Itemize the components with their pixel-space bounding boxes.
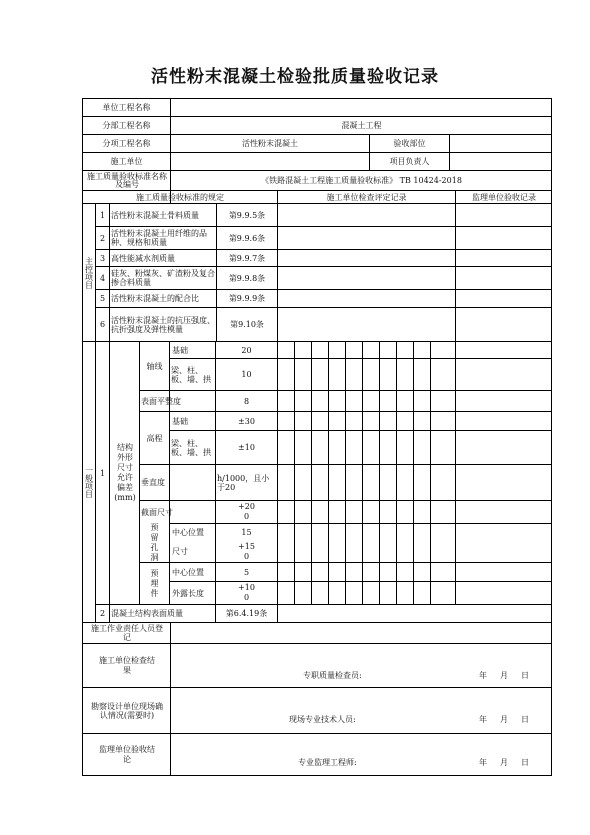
mc-item-clause: 第9.9.7条	[228, 253, 266, 263]
date-day: 日	[521, 714, 529, 724]
unit-project-label: 单位工程名称	[102, 103, 151, 112]
col-line	[362, 341, 363, 604]
worker-registration-label: 施工作业责任人员登记	[91, 624, 163, 642]
surface-quality-clause: 第6.4.19条	[225, 609, 268, 618]
mc-item-clause: 第9.9.9条	[228, 294, 266, 303]
col-line	[396, 341, 397, 604]
axis-label: 轴线	[146, 361, 163, 371]
construction-unit-label: 施工单位	[110, 157, 143, 166]
hole-size-value-upper: +15	[238, 542, 255, 551]
worker-registration-value[interactable]	[171, 623, 552, 643]
col-line	[294, 341, 295, 604]
design-signer-label: 现场专业技术人员:	[289, 714, 356, 724]
col-line	[328, 341, 329, 604]
embed-exposed-value-lower: 0	[243, 593, 250, 602]
design-confirmation-label: 勘察设计单位现场确认情况(需要时)	[91, 701, 163, 720]
standard-label: 施工质量验收标准名称及编号	[87, 171, 167, 189]
elevation-foundation-value: ±30	[238, 416, 255, 426]
elevation-beam-value: ±10	[238, 443, 255, 452]
col-line	[379, 341, 380, 604]
date-month: 月	[500, 757, 508, 767]
col-line	[413, 341, 414, 604]
hole-size-label: 尺寸	[172, 547, 188, 556]
sub-project-value[interactable]: 混凝土工程	[341, 121, 382, 130]
elevation-label: 高程	[146, 433, 163, 443]
mc-item-clause: 第9.9.5条	[228, 210, 266, 220]
general-item-no: 2	[99, 609, 106, 618]
section-size-value-upper: +20	[238, 502, 255, 511]
section-size-label: 截面尺寸	[141, 507, 173, 517]
mc-item-no: 5	[99, 294, 106, 303]
date-month: 月	[500, 670, 508, 680]
mc-item-no: 2	[99, 233, 106, 243]
embed-center-value: 5	[243, 567, 250, 577]
acceptance-part-value[interactable]	[450, 135, 552, 152]
col-line	[311, 341, 312, 604]
item-project-value[interactable]: 活性粉末混凝土	[242, 139, 298, 148]
dimension-tolerance-label: 结构外形尺寸允许偏差(mm)	[114, 443, 136, 502]
hole-center-value: 15	[241, 527, 252, 537]
mc-item-name: 高性能减水剂质量	[111, 253, 175, 263]
project-manager-value[interactable]	[450, 153, 552, 170]
construction-result-label: 施工单位检查结果	[99, 655, 155, 675]
mc-item-name: 活性粉末混凝土的配合比	[111, 294, 199, 303]
supervision-conclusion-label: 监理单位验收结论	[99, 745, 155, 764]
spec-column-header: 施工质量验收标准的规定	[136, 192, 224, 202]
mc-item-clause: 第9.10条	[230, 320, 264, 329]
mc-item-name: 硅灰、粉煤灰、矿渣粉及复合掺合料质量	[111, 269, 215, 287]
mc-item-name: 活性粉末混凝土骨料质量	[111, 210, 199, 220]
construction-check-header: 施工单位检查评定记录	[326, 192, 407, 202]
item-project-label: 分项工程名称	[102, 139, 151, 148]
col-line	[455, 190, 456, 604]
mc-item-clause: 第9.9.8条	[228, 273, 266, 283]
embed-exposed-label: 外露长度	[172, 588, 204, 598]
date-day: 日	[521, 670, 529, 680]
verticality-label: 垂直度	[141, 478, 165, 487]
hole-size-value-lower: 0	[243, 552, 250, 561]
general-item-no: 1	[99, 468, 106, 478]
axis-foundation-label: 基础	[172, 345, 188, 355]
mc-item-name: 活性粉末混凝土用纤维的品种、规格和质量	[111, 229, 207, 247]
standard-value: 《铁路混凝土工程施工质量验收标准》 TB 10424-2018	[261, 176, 462, 185]
date-month: 月	[500, 714, 508, 724]
date-year: 年	[479, 714, 487, 724]
date-day: 日	[521, 757, 529, 767]
date-year: 年	[479, 757, 487, 767]
date-year: 年	[479, 670, 487, 680]
embed-exposed-value-upper: +10	[238, 583, 255, 592]
col-line	[430, 341, 431, 604]
embed-center-label: 中心位置	[172, 567, 204, 577]
col-line	[345, 341, 346, 604]
col-line	[277, 203, 278, 341]
acceptance-form	[82, 98, 552, 776]
axis-foundation-value: 20	[241, 345, 252, 355]
sub-project-label: 分部工程名称	[102, 121, 151, 130]
project-manager-label: 项目负责人	[389, 157, 430, 166]
construction-unit-value[interactable]	[171, 153, 369, 170]
mc-item-no: 4	[99, 273, 106, 283]
acceptance-part-label: 验收部位	[393, 139, 426, 148]
mc-item-name: 活性粉末混凝土的抗压强度、抗折强度及弹性模量	[111, 315, 215, 334]
unit-project-value[interactable]	[171, 99, 552, 116]
axis-beam-label: 梁、柱、板、墙、拱	[171, 365, 211, 384]
supervision-signer-label: 专业监理工程师:	[298, 757, 357, 767]
flatness-label: 表面平整度	[141, 396, 181, 406]
supervision-check-header: 监理单位验收记录	[472, 192, 536, 202]
mc-item-no: 3	[99, 253, 106, 263]
col-line	[277, 341, 278, 622]
surface-quality-label: 混凝土结构表面质量	[111, 609, 183, 618]
elevation-beam-label: 梁、柱、板、墙、拱	[171, 438, 211, 457]
mc-item-no: 1	[99, 210, 106, 220]
mc-item-no: 6	[99, 320, 106, 329]
section-size-value-lower: 0	[243, 512, 250, 521]
main-control-label: 主控项目	[84, 256, 94, 289]
embedded-part-label: 预埋件	[150, 568, 159, 598]
col-line	[170, 622, 171, 776]
construction-signer-label: 专职质量检查员:	[303, 670, 362, 680]
flatness-value: 8	[243, 396, 250, 406]
general-label: 一般项目	[84, 466, 94, 498]
elevation-foundation-label: 基础	[172, 416, 188, 426]
axis-beam-value: 10	[241, 370, 252, 379]
page-title: 活性粉末混凝土检验批质量验收记录	[151, 67, 439, 87]
verticality-value: h/1000，且小于20	[217, 473, 270, 492]
mc-item-clause: 第9.9.6条	[228, 233, 266, 243]
hole-center-label: 中心位置	[172, 527, 204, 537]
reserved-hole-label: 预留孔洞	[150, 523, 159, 562]
col-line	[109, 203, 110, 622]
